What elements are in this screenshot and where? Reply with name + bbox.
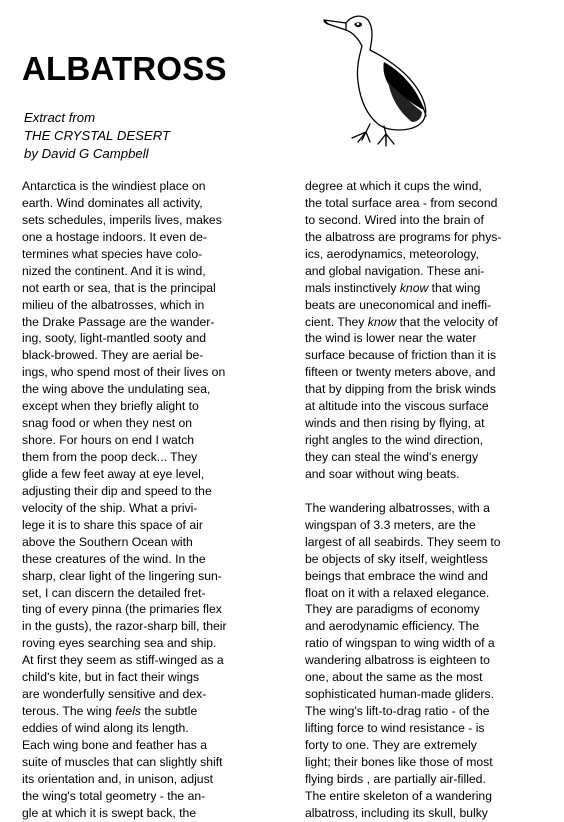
- text-line: eddies of wind along its length.: [22, 721, 189, 735]
- text-line: flying birds , are partially air-filled.: [305, 771, 486, 786]
- text-line: ings, who spend most of their lives on: [22, 365, 226, 380]
- text-line: they can steal the wind's energy: [305, 450, 479, 464]
- byline-line: THE CRYSTAL DESERT: [24, 128, 171, 143]
- text-line: ting of every pinna (the primaries flex: [22, 602, 222, 617]
- text-line: velocity of the ship. What a privi-: [22, 500, 198, 515]
- text-line: Antarctica is the windiest place on: [22, 179, 206, 193]
- text-line: The entire skeleton of a wandering: [305, 788, 492, 803]
- albatross-drawing-icon: [322, 6, 442, 148]
- text-line: them from the poop deck... They: [22, 450, 198, 464]
- text-line: to second. Wired into the brain of: [305, 212, 484, 227]
- text-line: float on it with a relaxed elegance.: [305, 585, 490, 600]
- text-line: one a hostage indoors. It even de-: [22, 229, 207, 244]
- text-line: the albatross are programs for phys-: [305, 229, 502, 244]
- text-line: At first they seem as stiff-winged as a: [22, 653, 224, 668]
- text-line: largest of all seabirds. They seem to: [305, 534, 501, 549]
- text-line: wingspan of 3.3 meters, are the: [305, 517, 476, 532]
- text-line: fifteen or twenty meters above, and: [305, 365, 496, 380]
- text-line: cient. They know that the velocity of: [305, 314, 498, 329]
- text-line: the Drake Passage are the wander-: [22, 314, 215, 329]
- text-line: terous. The wing feels the subtle: [22, 704, 198, 719]
- byline-line: Extract from: [24, 110, 96, 125]
- text-line: adjusting their dip and speed to the: [22, 483, 212, 498]
- text-line: glide a few feet away at eye level,: [22, 466, 205, 481]
- text-line: termines what species have colo-: [22, 246, 203, 261]
- text-line: The wandering albatrosses, with a: [305, 500, 490, 515]
- byline: [24, 109, 170, 163]
- text-line: winds and then rising by flying, at: [305, 416, 485, 431]
- text-line: be objects of sky itself, weightless: [305, 551, 488, 566]
- text-line: the total surface area - from second: [305, 195, 498, 210]
- text-line: set, I can discern the detailed fret-: [22, 585, 206, 600]
- text-line: are wonderfully sensitive and dex-: [22, 687, 207, 702]
- text-line: albatross, including its skull, bulky: [305, 805, 488, 820]
- text-line: nized the continent. And it is wind,: [22, 263, 206, 278]
- text-line: these creatures of the wind. In the: [22, 551, 206, 566]
- text-line: child's kite, but in fact their wings: [22, 670, 200, 685]
- text-line: earth. Wind dominates all activity,: [22, 195, 203, 210]
- text-line: the wing above the undulating sea,: [22, 382, 211, 397]
- text-line: the wing's total geometry - the an-: [22, 788, 206, 803]
- text-line: wandering albatross is eighteen to: [305, 653, 490, 668]
- text-line: beats are uneconomical and ineffi-: [305, 297, 492, 312]
- text-line: ing, sooty, light-mantled sooty and: [22, 331, 207, 346]
- text-line: Each wing bone and feather has a: [22, 737, 207, 752]
- text-line: in the gusts), the razor-sharp bill, their: [22, 619, 227, 634]
- text-line: shore. For hours on end I watch: [22, 433, 195, 448]
- left-column: [22, 178, 284, 822]
- page-title: ALBATROSS: [22, 50, 227, 87]
- text-line: milieu of the albatrosses, which in: [22, 297, 205, 312]
- text-line: light; their bones like those of most: [305, 754, 493, 769]
- text-line: ics, aerodynamics, meteorology,: [305, 246, 479, 261]
- text-line: one, about the same as the most: [305, 670, 483, 685]
- text-line: at altitude into the viscous surface: [305, 399, 489, 414]
- text-line: not earth or sea, that is the principal: [22, 280, 216, 295]
- byline-line: by David G Campbell: [24, 146, 149, 161]
- text-line: forty to one. They are extremely: [305, 737, 477, 752]
- text-line: suite of muscles that can slightly shift: [22, 754, 223, 769]
- text-line: its orientation and, in unison, adjust: [22, 771, 214, 786]
- text-line: mals instinctively know that wing: [305, 280, 481, 295]
- text-line: They are paradigms of economy: [305, 602, 480, 617]
- text-line: lege it is to share this space of air: [22, 517, 203, 532]
- text-line: gle at which it is swept back, the: [22, 805, 197, 820]
- right-column: [305, 178, 560, 822]
- text-line: ratio of wingspan to wing width of a: [305, 636, 495, 651]
- text-line: roving eyes searching sea and ship.: [22, 636, 217, 651]
- text-line: black-browed. They are aerial be-: [22, 348, 204, 363]
- text-line: snag food or when they nest on: [22, 416, 193, 431]
- text-line: that by dipping from the brisk winds: [305, 382, 497, 397]
- text-line: sharp, clear light of the lingering sun-: [22, 568, 222, 583]
- text-line: surface because of friction than it is: [305, 348, 497, 363]
- text-line: and soar without wing beats.: [305, 466, 460, 481]
- text-line: degree at which it cups the wind,: [305, 179, 482, 193]
- text-line: beings that embrace the wind and: [305, 568, 488, 583]
- text-line: The wing's lift-to-drag ratio - of the: [305, 704, 490, 719]
- text-line: sets schedules, imperils lives, makes: [22, 212, 222, 227]
- text-line: and aerodynamic efficiency. The: [305, 619, 480, 634]
- text-line: and global navigation. These ani-: [305, 263, 485, 278]
- text-line: except when they briefly alight to: [22, 399, 199, 414]
- text-line: the wind is lower near the water: [305, 331, 477, 346]
- text-line: sophisticated human-made gliders.: [305, 687, 495, 702]
- text-line: above the Southern Ocean with: [22, 534, 193, 549]
- text-line: lifting force to wind resistance - is: [305, 721, 485, 735]
- paragraph-gap: [305, 483, 560, 500]
- text-line: right angles to the wind direction,: [305, 433, 484, 448]
